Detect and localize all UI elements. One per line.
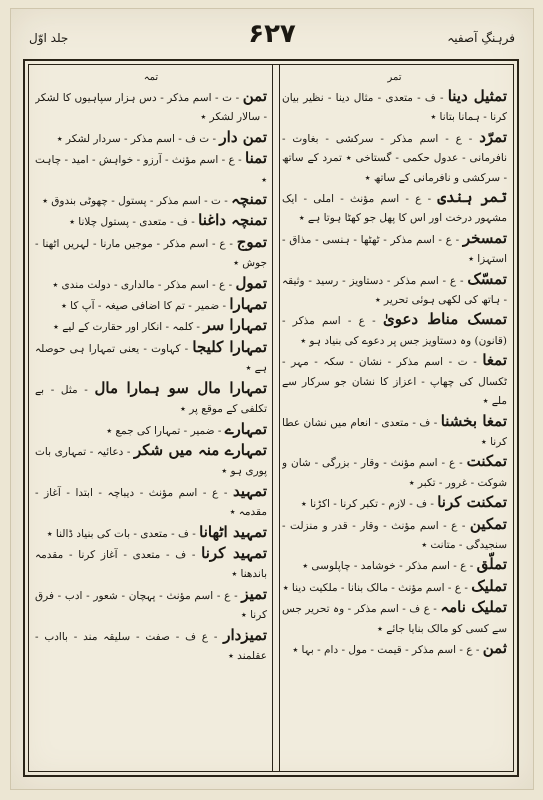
- dictionary-entry: [35, 233, 267, 274]
- column-divider: [272, 65, 280, 771]
- page-header: [25, 19, 519, 55]
- entry-definition: - ف - متعدی - بات کی بنیاد ڈالنا ٭: [46, 527, 196, 540]
- entry-definition: - ع - اسم مؤنث - پہچان - شعور - ادب - فرق کرنا ٭: [35, 589, 267, 622]
- entry-definition: - کلمہ - انکار اور حقارت کے لیے ٭: [53, 321, 200, 334]
- dictionary-entry: [35, 626, 267, 667]
- entry-headword: تمنا: [245, 149, 267, 168]
- dictionary-entry: [282, 229, 507, 270]
- entry-definition: - کہاوت - یعنی تمہارا ہی حوصلہ ہے ٭: [35, 342, 267, 375]
- dictionary-entry: [282, 87, 507, 128]
- entry-definition: - ت ف - اسم مذکر - سردار لشکر ٭: [56, 132, 217, 145]
- dictionary-entry: [35, 316, 267, 337]
- entry-headword: تمیز: [241, 584, 267, 603]
- dictionary-entry: [35, 482, 267, 523]
- entry-headword: تمر ہندی: [437, 188, 507, 207]
- right-column: [282, 71, 507, 765]
- dictionary-entry: [35, 87, 267, 128]
- entry-definition: - ت - اسم مذکر - نشان - سکہ - مہر - ٹکسال کی چھاپ - اعزاز کا نشان جو سرکار سے ملے ٭: [282, 356, 507, 408]
- entry-headword: تمہارے: [224, 419, 267, 438]
- entry-headword: تمن: [242, 87, 267, 105]
- entry-definition: - ع - اسم مؤنث - وقار - قدر و منزلت - سنجیدگی - متانت ٭: [282, 519, 507, 551]
- entry-definition: - ع - اسم مؤنث - املی - ایک مشہور درخت اور اس کا پھل جو کھٹا ہوتا ہے ٭: [282, 193, 507, 225]
- entry-headword: تمہارے منہ میں شکر: [133, 440, 267, 459]
- dictionary-entry: [35, 211, 267, 232]
- entry-headword: تمہارا مال سو ہمارا مال: [94, 378, 267, 397]
- entry-headword: تملّق: [476, 555, 507, 574]
- dictionary-entry: [35, 523, 267, 544]
- dictionary-entry: [282, 639, 507, 660]
- entry-headword: تملیک نامہ: [440, 598, 507, 617]
- entry-definition: - ضمیر - تم کا اضافی صیغہ - آپ کا ٭: [61, 300, 227, 313]
- dictionary-page: [10, 8, 534, 790]
- entry-headword: تمہارا: [229, 295, 267, 314]
- dictionary-entry: [35, 544, 267, 585]
- entry-definition: - ع ف - اسم مذکر - وہ تحریر جس سے کسی کو مالک بنایا جائے ٭: [282, 603, 507, 635]
- right-column-label: تمر: [387, 72, 402, 83]
- dictionary-entry: [282, 412, 507, 453]
- entry-headword: تمنچہ داغنا: [198, 211, 267, 230]
- dictionary-entry: [282, 493, 507, 514]
- entry-headword: تمکنت کرنا: [437, 493, 507, 512]
- dictionary-entry: [35, 338, 267, 379]
- dictionary-entry: [282, 188, 507, 229]
- dictionary-entry: [282, 452, 507, 493]
- entry-definition: - ع - اسم مذکر - ٹھٹھا - ہنسی - مذاق - استہزا ٭: [282, 233, 507, 266]
- right-column-entries: [282, 87, 507, 660]
- entry-definition: - ف - متعدی - پستول چلانا ٭: [69, 216, 195, 229]
- entry-headword: تمسّک: [467, 269, 507, 288]
- entry-headword: تملیک: [471, 576, 507, 595]
- entry-definition: - ف - متعدی - انعام میں نشان عطا کرنا ٭: [282, 416, 507, 448]
- entry-headword: ثمن: [482, 638, 507, 657]
- dictionary-entry: [35, 441, 267, 482]
- dictionary-entry: [282, 128, 507, 188]
- dictionary-entry: [282, 351, 507, 411]
- text-frame: [23, 59, 519, 777]
- page-number: ۶۲۷: [248, 19, 296, 49]
- entry-headword: تمہید: [232, 481, 267, 500]
- dictionary-entry: [35, 149, 267, 190]
- entry-definition: - مثل - بے تکلفی کے موقع پر ٭: [35, 383, 267, 416]
- dictionary-entry: [282, 577, 507, 598]
- entry-definition: - ف - متعدی - آغاز کرنا - مقدمہ باندھنا ٭: [35, 548, 267, 581]
- entry-headword: تمسخر: [462, 228, 507, 247]
- entry-definition: - ع - اسم مذکر - مالداری - دولت مندی ٭: [52, 278, 233, 291]
- dictionary-entry: [282, 555, 507, 576]
- entry-headword: تمکین: [469, 514, 507, 533]
- entry-headword: تمہید اٹھانا: [199, 522, 267, 541]
- dictionary-entry: [35, 585, 267, 626]
- entry-definition: - دعائیہ - تمہاری بات پوری ہو ٭: [35, 445, 267, 478]
- dictionary-entry: [282, 310, 507, 351]
- volume-label: جلد اوّل: [29, 31, 69, 45]
- entry-headword: تمرّد: [479, 127, 507, 146]
- entry-headword: تمن دار: [219, 127, 267, 146]
- entry-definition: - ف - لازم - تکبر کرنا - اکڑنا ٭: [301, 498, 434, 511]
- left-column-entries: [35, 87, 267, 666]
- dictionary-entry: [282, 515, 507, 556]
- text-frame-inner: [28, 64, 514, 772]
- entry-headword: تمہارا سر: [203, 316, 267, 335]
- dictionary-title: فرہنگِ آصفیہ: [447, 31, 515, 45]
- entry-headword: تمکنت: [466, 452, 507, 471]
- entry-definition: - ع ف - صفت - سلیقہ مند - باادب - عقلمند ٭: [35, 630, 267, 662]
- entry-headword: تمیزدار: [223, 625, 267, 644]
- entry-definition: - ع - اسم مؤنث - دیباچہ - ابتدا - آغاز - مقدمہ ٭: [35, 486, 267, 519]
- entry-headword: تموج: [236, 232, 267, 251]
- entry-definition: - ضمیر - تمہارا کی جمع ٭: [106, 424, 222, 437]
- entry-definition: - ع - اسم مذکر - خوشامد - چاپلوسی ٭: [302, 560, 474, 573]
- entry-headword: تمنچہ: [231, 190, 267, 209]
- entry-definition: - ت - اسم مذکر - دس ہزار سپاہیوں کا لشکر - سالار لشکر ٭: [35, 92, 267, 124]
- entry-definition: - ع - اسم مذکر - موجیں مارنا - لہریں اٹھنا - جوش ٭: [35, 237, 267, 270]
- entry-headword: تمغا: [482, 351, 507, 370]
- entry-definition: - ع - اسم مذکر - دستاویز - رسید - وثیقہ - ہاتھ کی لکھی ہوئی تحریر ٭: [282, 274, 507, 307]
- dictionary-entry: [35, 420, 267, 441]
- dictionary-entry: [35, 128, 267, 149]
- dictionary-entry: [282, 598, 507, 639]
- entry-headword: تمول: [235, 273, 267, 292]
- dictionary-entry: [35, 274, 267, 295]
- dictionary-entry: [35, 379, 267, 420]
- entry-headword: تمغا بخشنا: [440, 411, 507, 430]
- left-column-label: تمہ: [143, 72, 159, 83]
- dictionary-entry: [35, 295, 267, 316]
- entry-definition: - ف - متعدی - مثال دینا - نظیر بیان کرنا - ہمانا بتانا ٭: [282, 92, 507, 124]
- entry-definition: - ع - اسم مذکر - قیمت - مول - دام - بہا ٭: [292, 643, 480, 656]
- entry-headword: تمہید کرنا: [201, 543, 267, 562]
- dictionary-entry: [282, 270, 507, 311]
- entry-definition: - ع - اسم مؤنث - وقار - بزرگی - شان و شوکت - غرور - تکبر ٭: [282, 457, 507, 489]
- entry-definition: - ت - اسم مذکر - پستول - چھوٹی بندوق ٭: [42, 195, 228, 208]
- entry-headword: تمہارا کلیجا: [192, 337, 267, 356]
- entry-headword: تمثیل دینا: [447, 87, 507, 105]
- entry-definition: - ع - اسم مذکر - سرکشی - بغاوت - نافرمانی - عدول حکمی - گستاخی ٭ تمرد کے ساتھ - سرکشی و نافرمانی کے ساتھ ٭: [282, 132, 507, 184]
- entry-definition: - ع - اسم مذکر - (قانون) وہ دستاویز جس پر دعوے کی بنیاد ہو ٭: [282, 315, 507, 347]
- entry-definition: - ع - اسم مؤنث - مالک بنانا - ملکیت دینا ٭: [282, 581, 468, 594]
- dictionary-entry: [35, 190, 267, 211]
- entry-definition: - ع - اسم مؤنث - آرزو - خواہش - امید - چاہت ٭: [35, 154, 267, 186]
- left-column: [35, 71, 267, 765]
- entry-headword: تمسک مناط دعویٰ: [382, 310, 507, 329]
